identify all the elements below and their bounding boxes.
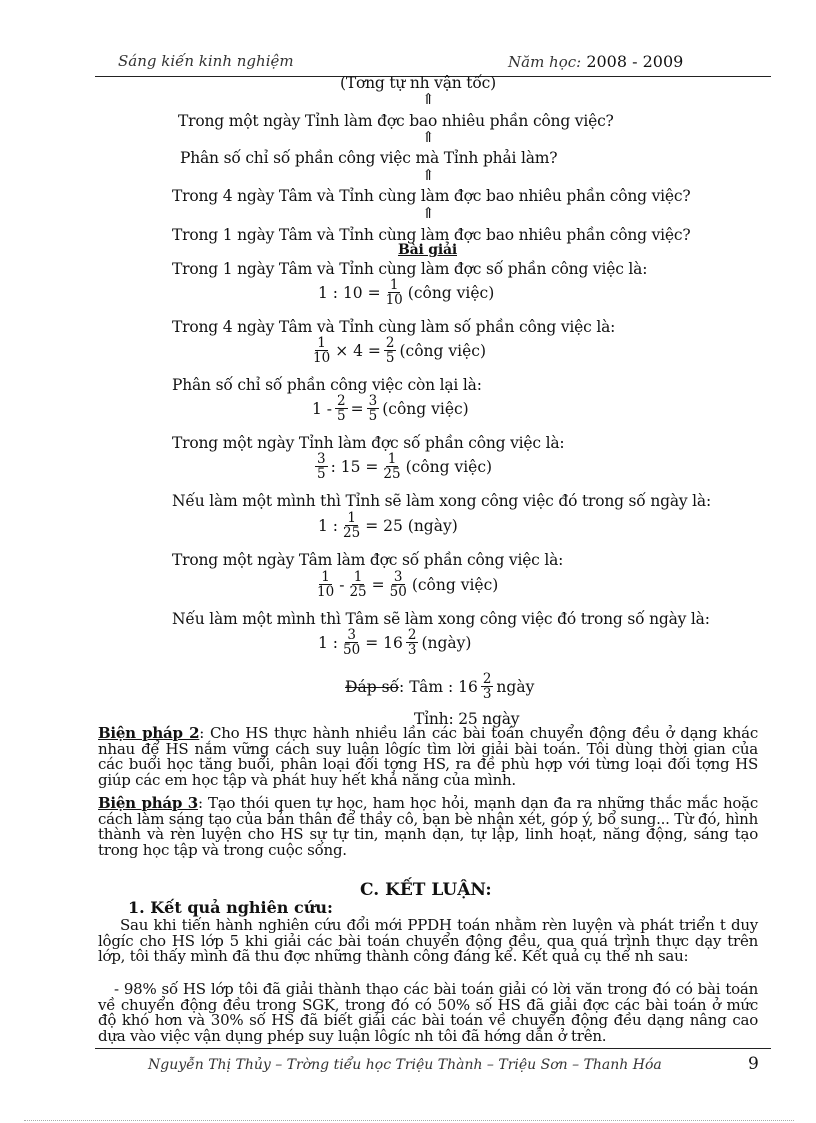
solution-step-2: Trong 4 ngày Tâm và Tỉnh cùng làm số phần công việc là: (172, 318, 616, 336)
solution-math-6 (312, 570, 498, 599)
analysis-line-3: Trong 4 ngày Tâm và Tỉnh cùng làm đợc bao nhiêu phần công việc? (172, 187, 691, 205)
math-op: : 15 = (330, 457, 379, 476)
measure-3-label: Biện pháp 3 (98, 794, 198, 812)
up-arrow-icon: ⇑ (422, 90, 435, 108)
numerator: 1 (389, 277, 399, 293)
math-unit: (công việc) (411, 575, 499, 594)
fraction (335, 394, 348, 423)
denominator: 10 (385, 292, 403, 308)
solution-step-7: Nếu làm một mình thì Tâm sẽ làm xong công việc đó trong số ngày là: (172, 610, 710, 628)
numerator: 3 (393, 569, 403, 585)
math-unit: (công việc) (405, 457, 493, 476)
section-subtitle: 1. Kết quả nghiên cứu: (128, 898, 333, 917)
solution-step-5: Nếu làm một mình thì Tỉnh sẽ làm xong công việc đó trong số ngày là: (172, 492, 711, 510)
math-op: = (371, 575, 385, 594)
header-year-label: Năm học: (508, 53, 582, 71)
fraction (381, 452, 402, 481)
conclusion-paragraph-2: - 98% số HS lớp tôi đã giải thành thạo các bài toán giải có lời văn trong đó có bài toán về chuyển động đều trong SGK, trong đó có 50% số HS đã giải đợc các bài toán ở mức độ khó hơn và 30% số HS đã biết giải các bài toán về chuyển động đều dạng nâng cao dựa vào việc vận dụng phép suy luận lôgíc nh tôi đã hớng dẫn ở trên. (98, 980, 758, 1045)
section-title: C. KẾT LUẬN: (360, 880, 492, 900)
header-school-year (508, 52, 683, 71)
up-arrow-icon: ⇑ (422, 166, 435, 184)
numerator: 2 (482, 671, 492, 687)
math-text: 1 - (312, 399, 333, 418)
fraction (341, 511, 362, 540)
numerator: 2 (407, 627, 417, 643)
measure-2-label: Biện pháp 2 (98, 724, 200, 742)
fraction (384, 336, 397, 365)
measure-3-paragraph (98, 796, 758, 858)
numerator: 1 (347, 510, 356, 526)
denominator: 5 (337, 408, 346, 424)
numerator: 2 (337, 393, 346, 409)
solution-step-4: Trong một ngày Tỉnh làm đợc số phần công việc là: (172, 434, 565, 452)
fraction (367, 394, 380, 423)
numerator: 1 (317, 335, 326, 351)
solution-heading: Bài giải (398, 242, 457, 258)
math-op: = 16 (365, 633, 403, 652)
numerator: 1 (387, 451, 397, 467)
solution-step-3: Phân số chỉ số phần công việc còn lại là: (172, 376, 482, 394)
up-arrow-icon: ⇑ (422, 128, 435, 146)
answer-text: : Tâm : 16 (399, 677, 478, 696)
math-text: 1 : (318, 633, 339, 652)
denominator: 25 (383, 466, 401, 482)
math-text: = 25 (ngày) (365, 516, 458, 535)
denominator: 10 (317, 584, 335, 600)
up-arrow-icon: ⇑ (422, 204, 435, 222)
numerator: 3 (347, 627, 356, 643)
answer-line (345, 672, 534, 701)
page-bottom-dotted-line (24, 1120, 794, 1121)
numerator: 1 (353, 569, 363, 585)
analysis-line-1: Trong một ngày Tỉnh làm đợc bao nhiêu phần công việc? (178, 112, 614, 130)
numerator: 2 (385, 335, 395, 351)
math-unit: (ngày) (421, 633, 472, 652)
measure-2-paragraph (98, 726, 758, 788)
conclusion-paragraph-1: Sau khi tiến hành nghiên cứu đổi mới PPDH toán nhằm rèn luyện và phát triển t duy lôgíc cho HS lớp 5 khi giải các bài toán chuyển động đều, qua quá trình thực dạy trên lớp, tôi thấy mình đã thu đợc những thành công đáng kể. Kết quả cụ thể nh sau: (98, 916, 758, 965)
math-text: 1 : (318, 516, 339, 535)
math-text: 1 : 10 = (318, 283, 381, 302)
fraction (347, 570, 368, 599)
fraction (315, 570, 336, 599)
math-unit: (công việc) (407, 283, 495, 302)
fraction (311, 336, 332, 365)
header-year-value: 2008 - 2009 (586, 52, 684, 71)
fraction (315, 452, 328, 481)
header-left-title: Sáng kiến kinh nghiệm (118, 52, 294, 70)
solution-step-1: Trong 1 ngày Tâm và Tỉnh cùng làm đợc số phần công việc là: (172, 260, 648, 278)
denominator: 3 (482, 686, 492, 702)
solution-math-3 (312, 394, 469, 423)
denominator: 50 (343, 642, 361, 658)
footer-rule (95, 1048, 771, 1049)
math-op: - (339, 575, 345, 594)
denominator: 50 (389, 584, 407, 600)
answer-unit: ngày (496, 677, 535, 696)
denominator: 25 (343, 525, 361, 541)
math-unit: (công việc) (399, 341, 486, 360)
measure-3-text: : Tạo thói quen tự học, ham học hỏi, mạnh dạn đa ra những thắc mắc hoặc cách làm sáng tạo của bản thân để thầy cô, bạn bè nhận xét, góp ý, bổ sung... Từ đó, hình thành và rèn luyện cho HS sự tự tin, mạnh dạn, tự lập, linh hoạt, năng động, sáng tạo trong học tập và trong cuộc sống. (98, 794, 758, 859)
solution-math-7 (318, 628, 471, 657)
solution-math-5 (318, 511, 458, 540)
analysis-line-0: (Tơng tự nh vận tốc) (340, 74, 496, 92)
solution-math-2 (308, 336, 486, 365)
math-op: × 4 = (335, 341, 381, 360)
measure-2-text: : Cho HS thực hành nhiều lần các bài toán chuyển động đều ở dạng khác nhau để HS nắm vững cách suy luận lôgíc tìm lời giải bài toán. Tôi dùng thời gian của các buổi học tăng buổi, phân loại đối tợng HS, ra đề phù hợp với từng loại đối tợng HS giúp các em học tập và phát huy hết khả năng của mình. (98, 724, 758, 789)
solution-math-4 (312, 452, 492, 481)
fraction (481, 672, 494, 701)
numerator: 1 (321, 569, 330, 585)
fraction (341, 628, 362, 657)
math-op: = (350, 399, 364, 418)
denominator: 3 (407, 642, 417, 658)
denominator: 5 (368, 408, 378, 424)
math-unit: (công việc) (382, 399, 469, 418)
denominator: 25 (349, 584, 367, 600)
fraction (384, 278, 405, 307)
answer-label: Đáp số (345, 677, 400, 696)
solution-step-6: Trong một ngày Tâm làm đợc số phần công việc là: (172, 551, 564, 569)
denominator: 5 (385, 350, 395, 366)
answer-line-2: Tỉnh: 25 ngày (414, 710, 520, 728)
fraction (406, 628, 419, 657)
analysis-line-4: Trong 1 ngày Tâm và Tỉnh cùng làm đợc bao nhiêu phần công việc? (172, 226, 691, 244)
denominator: 10 (313, 350, 331, 366)
solution-math-1 (318, 278, 494, 307)
analysis-line-2: Phân số chỉ số phần công việc mà Tỉnh phải làm? (180, 149, 558, 167)
numerator: 3 (317, 451, 326, 467)
footer-author: Nguyễn Thị Thủy – Trờng tiểu học Triệu Thành – Triệu Sơn – Thanh Hóa (148, 1057, 662, 1073)
page-number: 9 (748, 1054, 759, 1074)
fraction (388, 570, 409, 599)
numerator: 3 (368, 393, 378, 409)
denominator: 5 (317, 466, 326, 482)
